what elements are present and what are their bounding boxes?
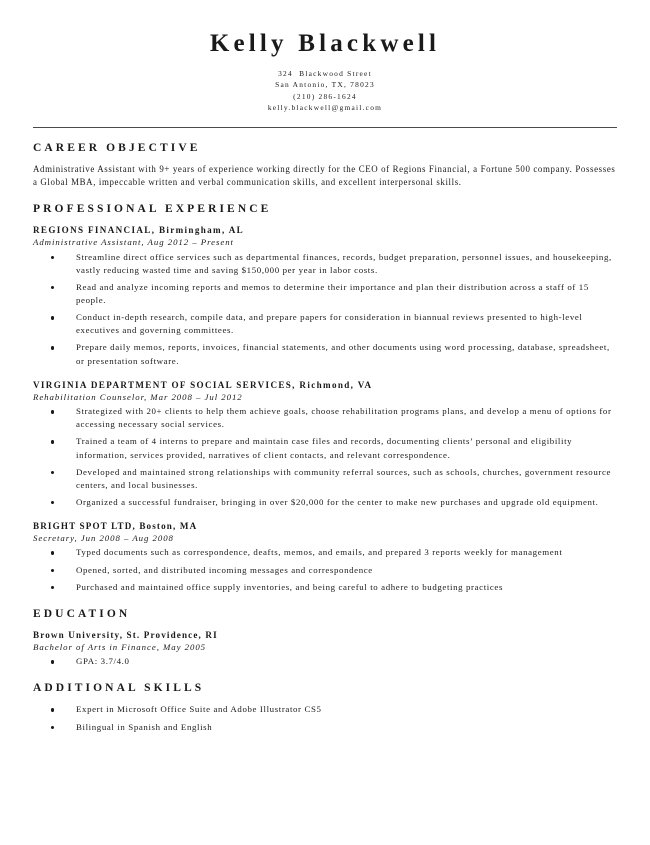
bullet-item: Streamline direct office services such as departmental finances, records, budget preparation, personnel issues, and housekeeping, vastly reducing wasted time and saving $150,000 per year in labor costs. bbox=[33, 251, 617, 277]
bullet-item: Purchased and maintained office supply inventories, and being careful to adhere to budgeting practices bbox=[33, 581, 617, 594]
contact-city-state-zip: San Antonio, TX, 78023 bbox=[275, 80, 375, 90]
candidate-name: Kelly Blackwell bbox=[209, 30, 441, 57]
section-professional-experience bbox=[33, 203, 617, 593]
career-objective-text: Administrative Assistant with 9+ years of experience working directly for the CEO of Regions Financial, a Fortune 500 company. Possesses a Global MBA, impeccable written and verbal communication skills, and excellent interpersonal skills. bbox=[33, 163, 616, 188]
experience-bullet-list bbox=[33, 405, 617, 509]
education-bullet-list bbox=[33, 655, 617, 668]
section-education bbox=[33, 608, 617, 669]
education-degree: Bachelor of Arts in Finance, May 2005 bbox=[33, 641, 207, 652]
header-divider bbox=[33, 127, 617, 128]
bullet-item: Read and analyze incoming reports and memos to determine their importance and plan their distribution across a staff of 15 people. bbox=[33, 281, 617, 307]
bullet-item: Strategized with 20+ clients to help them achieve goals, choose rehabilitation programs plans, and develop a menu of options for accessing necessary social services. bbox=[33, 405, 617, 431]
experience-organization: VIRGINIA DEPARTMENT OF SOCIAL SERVICES, Richmond, VA bbox=[33, 379, 373, 390]
contact-block bbox=[33, 68, 617, 114]
contact-street: 324 Blackwood Street bbox=[278, 68, 372, 78]
contact-email: kelly.blackwell@gmail.com bbox=[267, 103, 383, 113]
bullet-item: Developed and maintained strong relationships with community referral sources, such as schools, churches, government resource centers, and local businesses. bbox=[33, 466, 617, 492]
experience-role: Rehabilitation Counselor, Mar 2008 – Jul 2012 bbox=[33, 391, 243, 402]
experience-organization: BRIGHT SPOT LTD, Boston, MA bbox=[33, 520, 198, 531]
experience-organization: REGIONS FINANCIAL, Birmingham, AL bbox=[33, 225, 245, 236]
experience-entry bbox=[33, 379, 617, 509]
bullet-item: GPA: 3.7/4.0 bbox=[33, 655, 617, 668]
section-title-additional-skills: ADDITIONAL SKILLS bbox=[33, 682, 205, 695]
bullet-item: Expert in Microsoft Office Suite and Adobe Illustrator CS5 bbox=[33, 703, 617, 716]
experience-role: Administrative Assistant, Aug 2012 – Present bbox=[33, 237, 234, 248]
bullet-item: Conduct in-depth research, compile data, and prepare papers for consideration in biannual reviews presented to high-level executives and governing committees. bbox=[33, 311, 617, 337]
bullet-item: Organized a successful fundraiser, bringing in over $20,000 for the center to make new purchases and upgrade old equipment. bbox=[33, 496, 617, 509]
experience-role: Secretary, Jun 2008 – Aug 2008 bbox=[33, 532, 174, 543]
section-title-education: EDUCATION bbox=[33, 607, 131, 620]
section-career-objective bbox=[33, 142, 617, 189]
education-institution: Brown University, St. Providence, RI bbox=[33, 629, 218, 640]
skills-bullet-list bbox=[33, 703, 617, 733]
bullet-item: Bilingual in Spanish and English bbox=[33, 721, 617, 734]
section-title-career-objective: CAREER OBJECTIVE bbox=[33, 141, 201, 154]
bullet-item: Trained a team of 4 interns to prepare and maintain case files and records, documenting clients’ personal and eligibility information, services provided, narratives of client contacts, and relevant correspondence. bbox=[33, 435, 617, 461]
experience-entry bbox=[33, 224, 617, 367]
resume-header bbox=[33, 0, 617, 114]
section-additional-skills bbox=[33, 682, 617, 733]
experience-bullet-list bbox=[33, 251, 617, 368]
experience-entry bbox=[33, 520, 617, 594]
bullet-item: Typed documents such as correspondence, deafts, memos, and emails, and prepared 3 reports weekly for management bbox=[33, 546, 617, 559]
education-entry bbox=[33, 629, 617, 669]
bullet-item: Opened, sorted, and distributed incoming messages and correspondence bbox=[33, 564, 617, 577]
bullet-item: Prepare daily memos, reports, invoices, financial statements, and other documents using word processing, database, spreadsheet, or presentation software. bbox=[33, 341, 617, 367]
section-title-professional-experience: PROFESSIONAL EXPERIENCE bbox=[33, 203, 272, 216]
contact-phone: (210) 286-1624 bbox=[293, 91, 357, 101]
experience-bullet-list bbox=[33, 546, 617, 593]
